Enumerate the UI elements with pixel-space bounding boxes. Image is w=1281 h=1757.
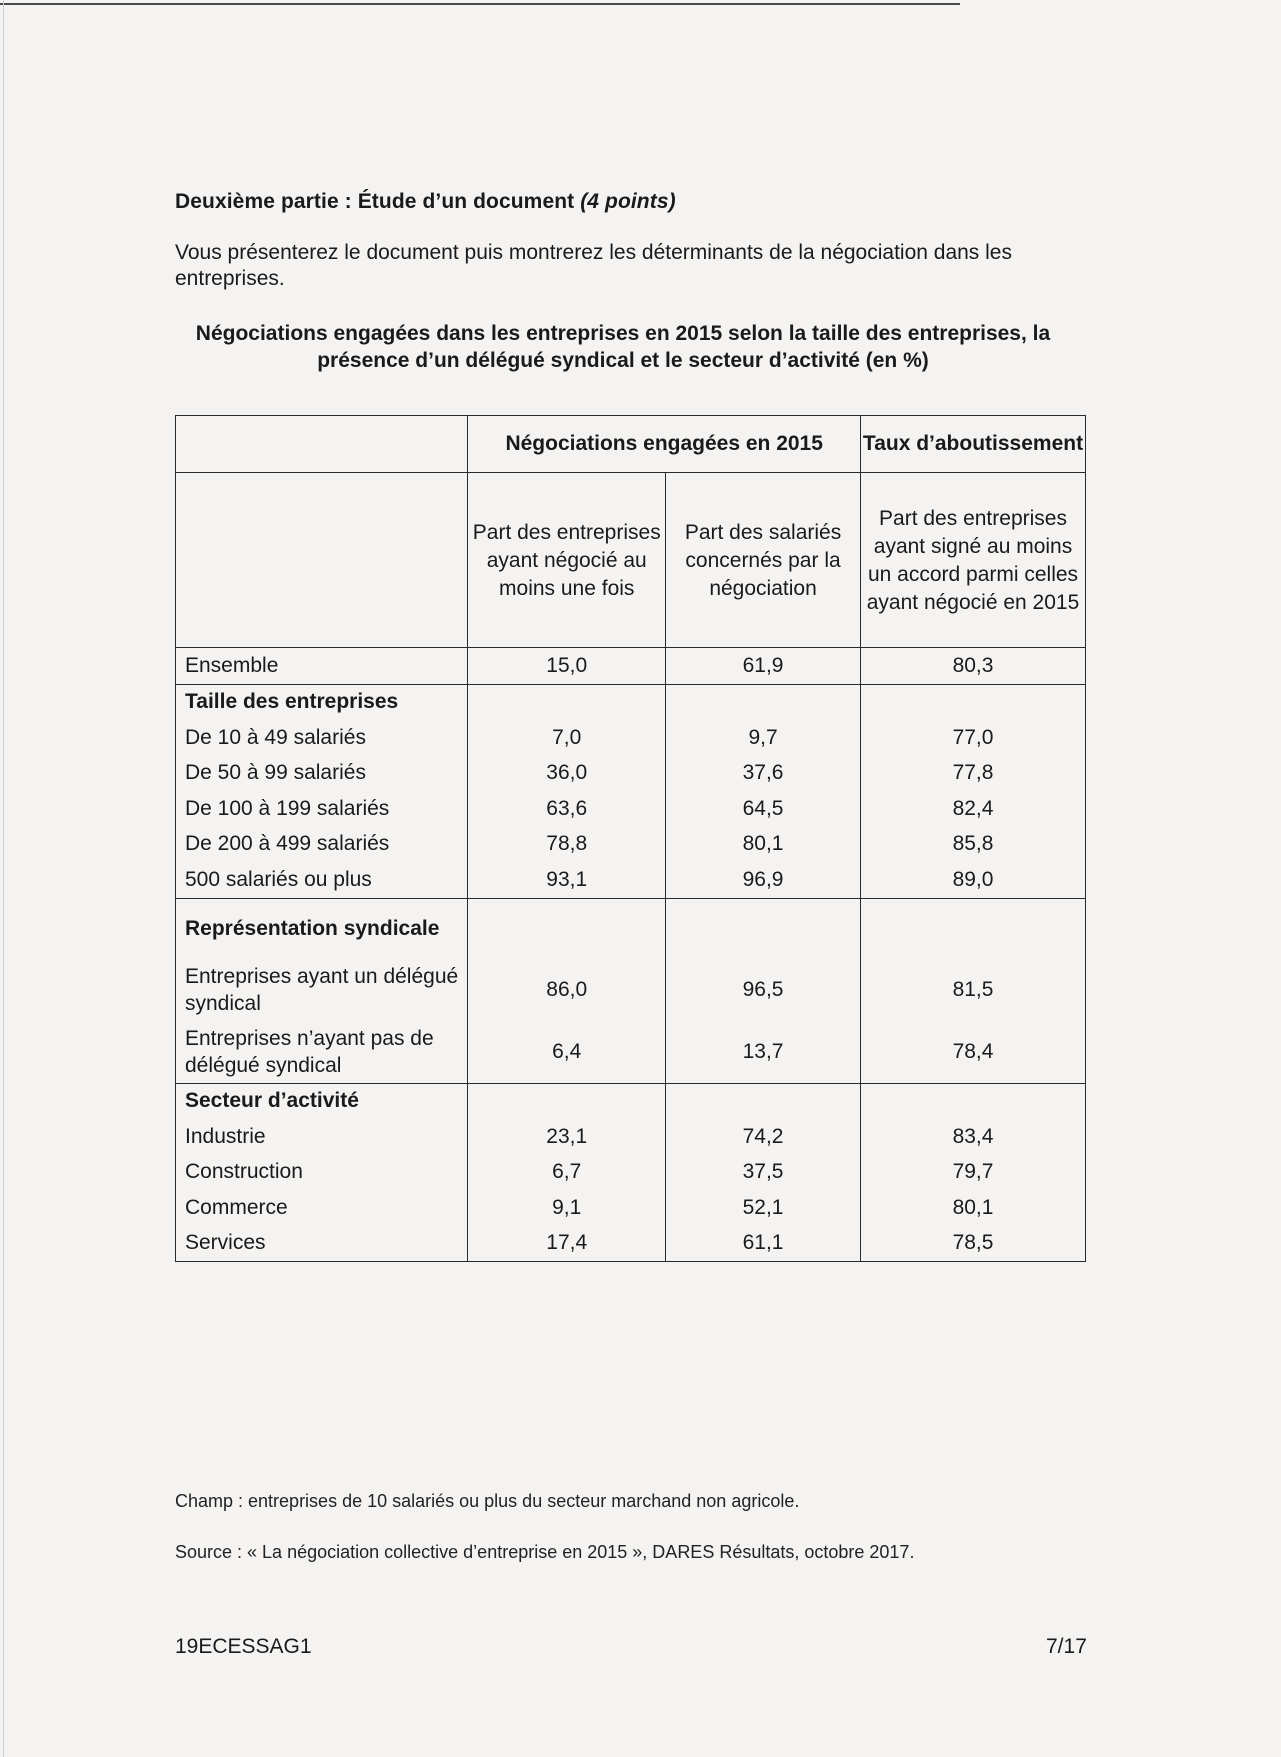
table-cell: 83,4 (861, 1119, 1086, 1155)
document-title: Négociations engagées dans les entreprises en 2015 selon la taille des entreprises, la présence d’un délégué syndical et le secteur d’activité (en %) (195, 322, 1051, 372)
table-cell: 81,5 (861, 959, 1086, 1021)
group-row-secteur (176, 1083, 1086, 1119)
empty-cell (861, 684, 1086, 720)
table-cell: 89,0 (861, 862, 1086, 898)
row-label: Entreprises ayant un délégué syndical (176, 959, 468, 1021)
instruction-text: Vous présenterez le document puis montrerez les déterminants de la négociation dans les entreprises. (175, 241, 1012, 290)
table-cell: 78,4 (861, 1021, 1086, 1084)
section-title (175, 190, 1085, 214)
source-note: Source : « La négociation collective d’entreprise en 2015 », DARES Résultats, octobre 2017. (175, 1542, 915, 1562)
table-cell: 77,8 (861, 756, 1086, 792)
table-row (176, 791, 1086, 827)
table-row (176, 1119, 1086, 1155)
table-row (176, 1190, 1086, 1226)
empty-cell (861, 898, 1086, 959)
table-cell: 9,1 (468, 1190, 666, 1226)
row-label: De 50 à 99 salariés (176, 756, 468, 792)
table-cell: 96,5 (666, 959, 861, 1021)
empty-cell (666, 1083, 861, 1119)
table-header-row (176, 416, 1086, 473)
column-header-entreprises: Part des entreprises ayant négocié au moins une fois (468, 473, 666, 648)
table-cell: 82,4 (861, 791, 1086, 827)
table-cell: 37,6 (666, 756, 861, 792)
row-label: Commerce (176, 1190, 468, 1226)
table-cell: 93,1 (468, 862, 666, 898)
column-header-salaries: Part des salariés concernés par la négociation (666, 473, 861, 648)
top-rule (0, 3, 960, 5)
table-cell: 61,1 (666, 1226, 861, 1262)
subheader-empty-cell (176, 473, 468, 648)
table-cell: 80,1 (666, 827, 861, 863)
row-label: 500 salariés ou plus (176, 862, 468, 898)
table-cell: 37,5 (666, 1155, 861, 1191)
row-label: De 200 à 499 salariés (176, 827, 468, 863)
row-label: Entreprises n’ayant pas de délégué syndical (176, 1021, 468, 1084)
group-title: Représentation syndicale (176, 898, 468, 959)
header-empty-cell (176, 416, 468, 473)
empty-cell (468, 684, 666, 720)
empty-cell (861, 1083, 1086, 1119)
header-negociations: Négociations engagées en 2015 (468, 416, 861, 473)
table-cell: 86,0 (468, 959, 666, 1021)
group-title: Taille des entreprises (176, 684, 468, 720)
table-row (176, 756, 1086, 792)
table-cell: 17,4 (468, 1226, 666, 1262)
empty-cell (468, 898, 666, 959)
row-label: De 10 à 49 salariés (176, 720, 468, 756)
row-label: Construction (176, 1155, 468, 1191)
table-cell: 78,8 (468, 827, 666, 863)
empty-cell (468, 1083, 666, 1119)
table-cell: 9,7 (666, 720, 861, 756)
table-cell: 15,0 (468, 648, 666, 685)
table-cell: 13,7 (666, 1021, 861, 1084)
row-label: Services (176, 1226, 468, 1262)
table-cell: 79,7 (861, 1155, 1086, 1191)
table-cell: 85,8 (861, 827, 1086, 863)
row-label: Ensemble (176, 648, 468, 685)
table-notes (175, 1490, 1135, 1592)
table-cell: 78,5 (861, 1226, 1086, 1262)
page-content (175, 190, 1085, 1562)
table-cell: 6,7 (468, 1155, 666, 1191)
row-label: De 100 à 199 salariés (176, 791, 468, 827)
table-row-ensemble (176, 648, 1086, 685)
table-row (176, 720, 1086, 756)
table-cell: 77,0 (861, 720, 1086, 756)
data-table (175, 415, 1086, 1262)
table-cell: 36,0 (468, 756, 666, 792)
table-cell: 80,1 (861, 1190, 1086, 1226)
footer-page-number: 7/17 (1046, 1635, 1087, 1658)
table-cell: 6,4 (468, 1021, 666, 1084)
group-row-representation (176, 898, 1086, 959)
footer-exam-code: 19ECESSAG1 (175, 1635, 312, 1658)
section-points: (4 points) (580, 190, 676, 213)
table-row (176, 1226, 1086, 1262)
table-cell: 61,9 (666, 648, 861, 685)
table-row (176, 862, 1086, 898)
table-row (176, 827, 1086, 863)
table-cell: 23,1 (468, 1119, 666, 1155)
page-edge (3, 0, 4, 1757)
champ-note: Champ : entreprises de 10 salariés ou plus du secteur marchand non agricole. (175, 1491, 800, 1511)
empty-cell (666, 684, 861, 720)
group-title: Secteur d’activité (176, 1083, 468, 1119)
group-row-taille (176, 684, 1086, 720)
column-header-aboutissement: Part des entreprises ayant signé au moins un accord parmi celles ayant négocié en 2015 (861, 473, 1086, 648)
table-row (176, 1021, 1086, 1084)
section-title-text: Deuxième partie : Étude d’un document (175, 190, 575, 213)
table-row (176, 959, 1086, 1021)
table-cell: 96,9 (666, 862, 861, 898)
table-cell: 74,2 (666, 1119, 861, 1155)
table-cell: 7,0 (468, 720, 666, 756)
table-row (176, 1155, 1086, 1191)
header-taux: Taux d’aboutissement (861, 416, 1086, 473)
table-cell: 63,6 (468, 791, 666, 827)
table-cell: 52,1 (666, 1190, 861, 1226)
table-cell: 64,5 (666, 791, 861, 827)
empty-cell (666, 898, 861, 959)
row-label: Industrie (176, 1119, 468, 1155)
table-cell: 80,3 (861, 648, 1086, 685)
table-subheader-row (176, 473, 1086, 648)
